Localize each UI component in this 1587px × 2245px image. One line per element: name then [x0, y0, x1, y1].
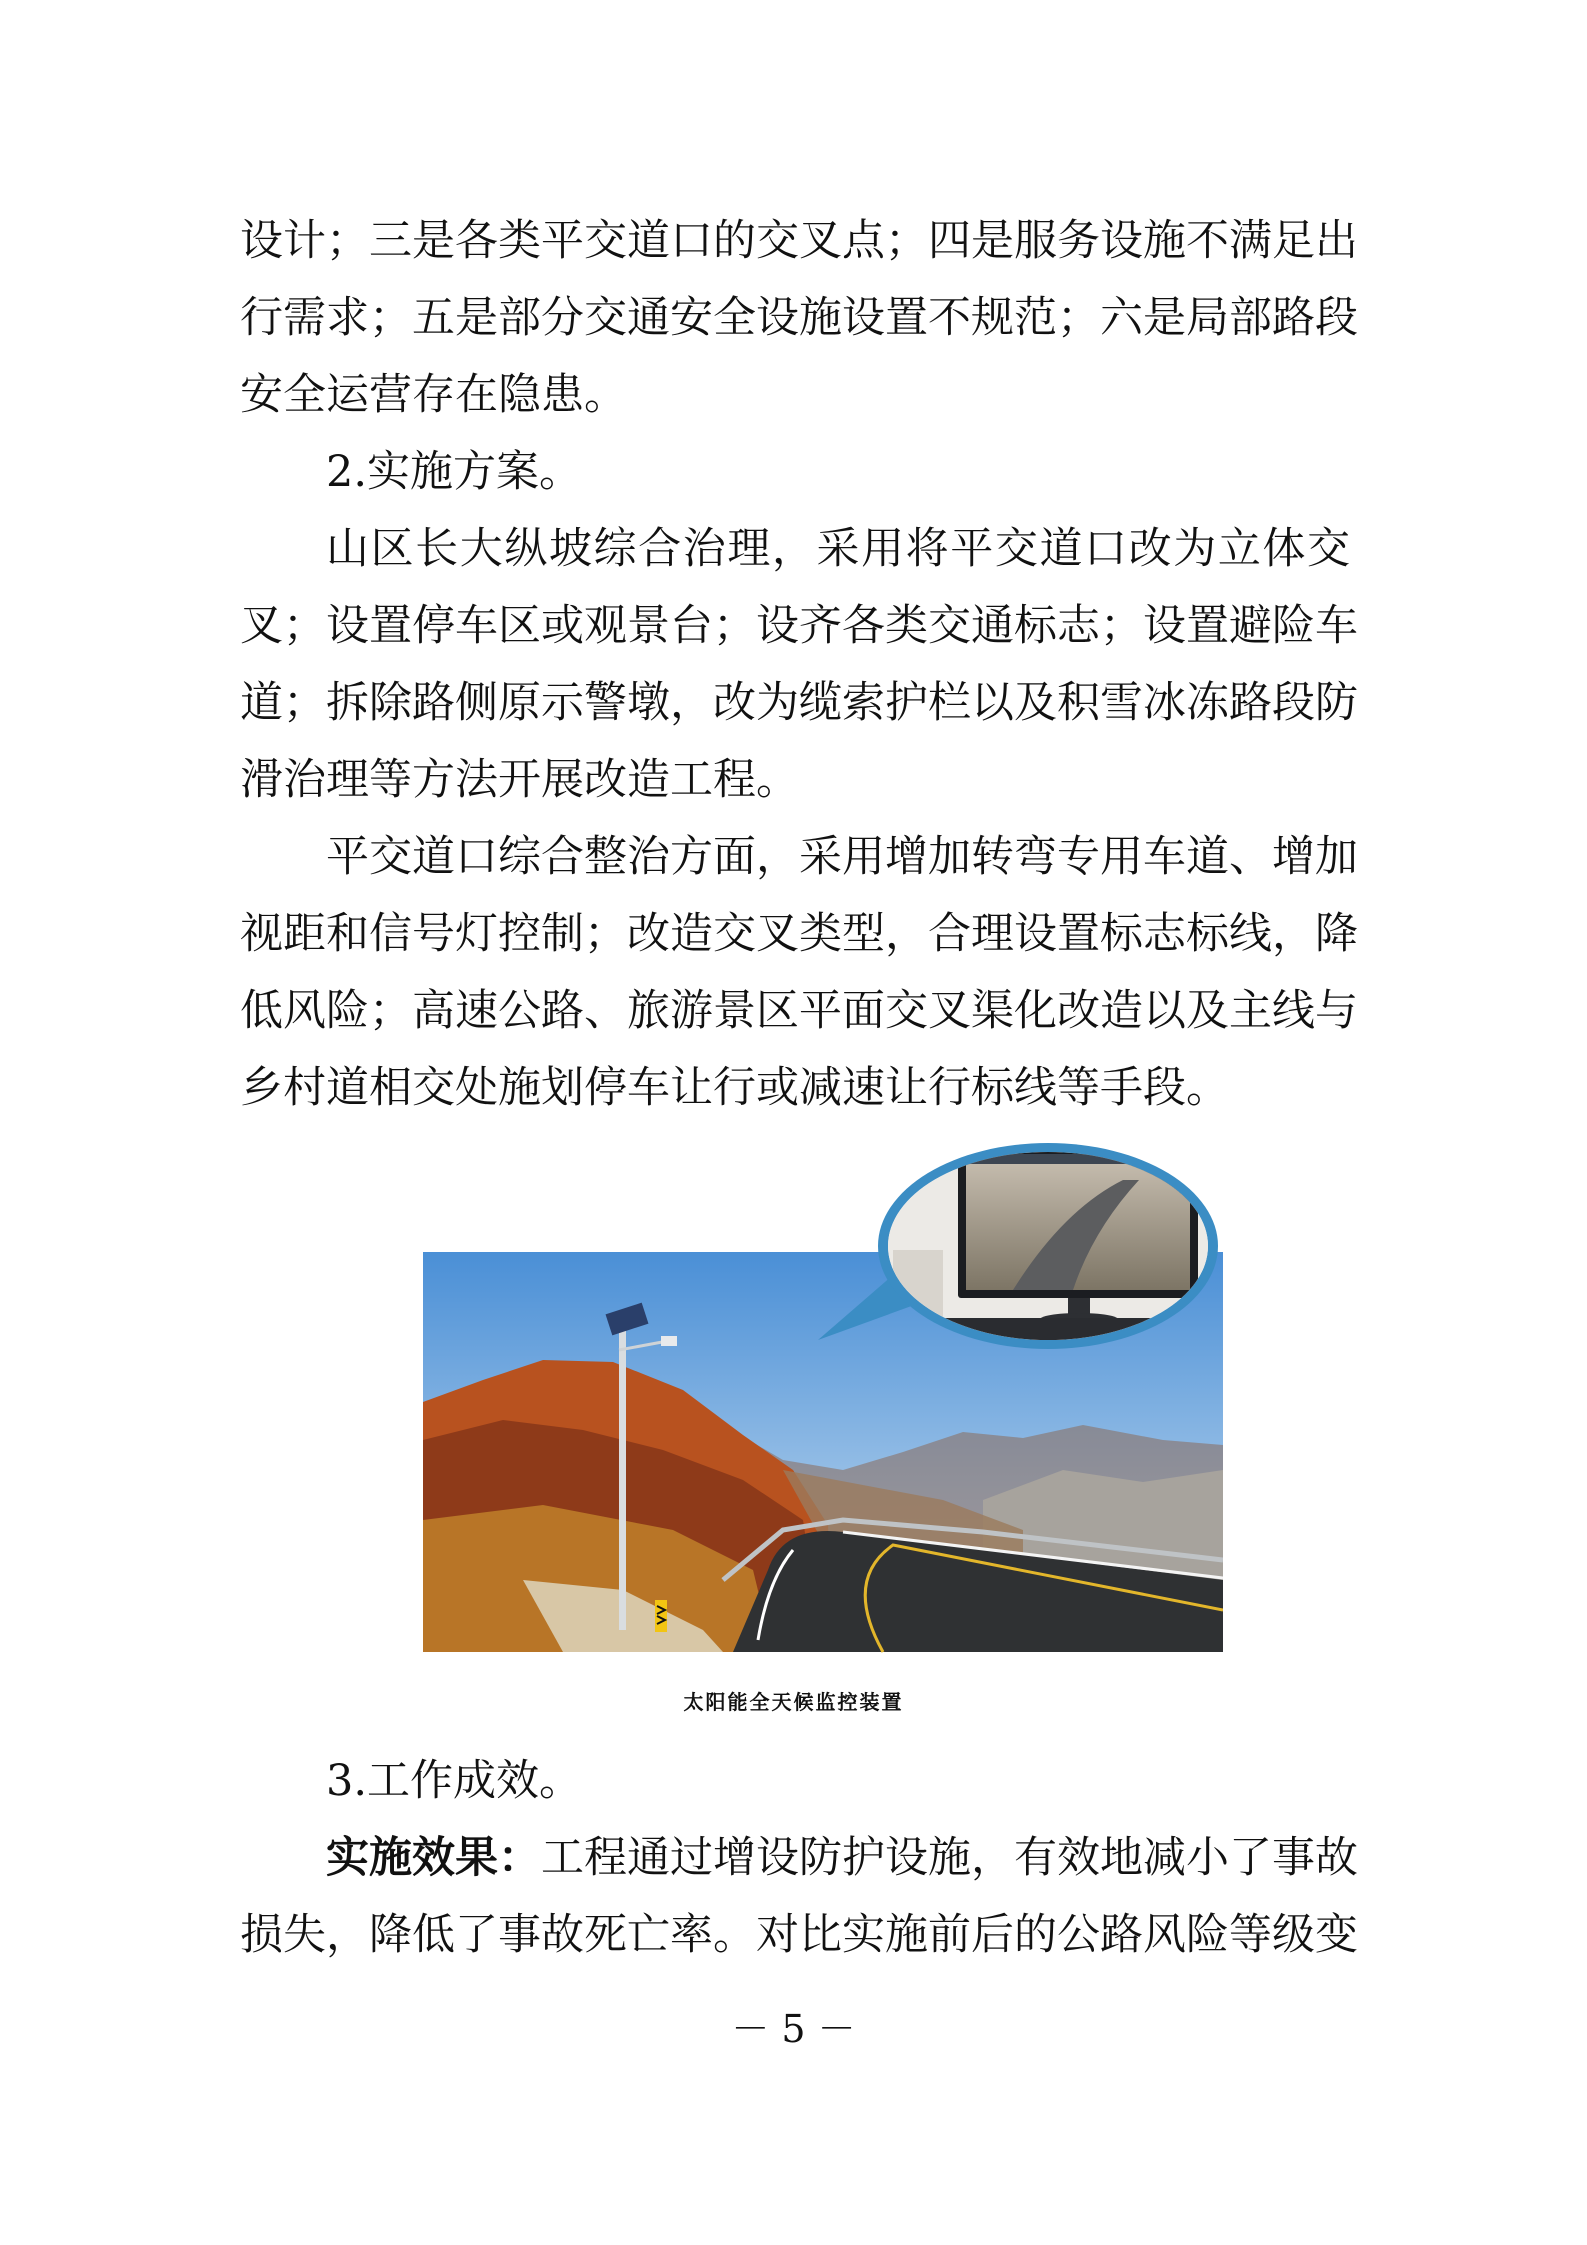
page-number: － 5 －	[731, 2007, 856, 2051]
paragraph-line: 行需求；五是部分交通安全设施设置不规范；六是局部路段	[240, 293, 1358, 343]
section-heading: 2.实施方案。	[326, 447, 583, 497]
paragraph-line: 叉；设置停车区或观景台；设齐各类交通标志；设置避险车	[240, 601, 1358, 651]
paragraph-line: 平交道口综合整治方面，采用增加转弯专用车道、增加	[326, 832, 1358, 882]
paragraph-text: 工程通过增设防护设施，有效地减小了事故	[541, 1833, 1358, 1883]
paragraph-line	[326, 1828, 1358, 1888]
paragraph-line: 山区长大纵坡综合治理，采用将平交道口改为立体交	[326, 524, 1350, 574]
paragraph-line: 安全运营存在隐患。	[240, 370, 627, 420]
paragraph-line: 乡村道相交处施划停车让行或减速让行标线等手段。	[240, 1063, 1229, 1113]
paragraph-line: 低风险；高速公路、旅游景区平面交叉渠化改造以及主线与	[240, 986, 1358, 1036]
figure-caption: 太阳能全天候监控装置	[683, 1690, 904, 1714]
paragraph-line: 滑治理等方法开展改造工程。	[240, 755, 799, 805]
bold-lead-text: 实施效果：	[326, 1833, 541, 1883]
paragraph-line: 道；拆除路侧原示警墩，改为缆索护栏以及积雪冰冻路段防	[240, 678, 1358, 728]
paragraph-line: 设计；三是各类平交道口的交叉点；四是服务设施不满足出	[240, 216, 1358, 266]
section-heading: 3.工作成效。	[326, 1756, 583, 1806]
paragraph-line: 视距和信号灯控制；改造交叉类型，合理设置标志标线，降	[240, 909, 1358, 959]
monitoring-device-photo	[423, 1140, 1223, 1670]
paragraph-line: 损失，降低了事故死亡率。对比实施前后的公路风险等级变	[240, 1910, 1358, 1960]
